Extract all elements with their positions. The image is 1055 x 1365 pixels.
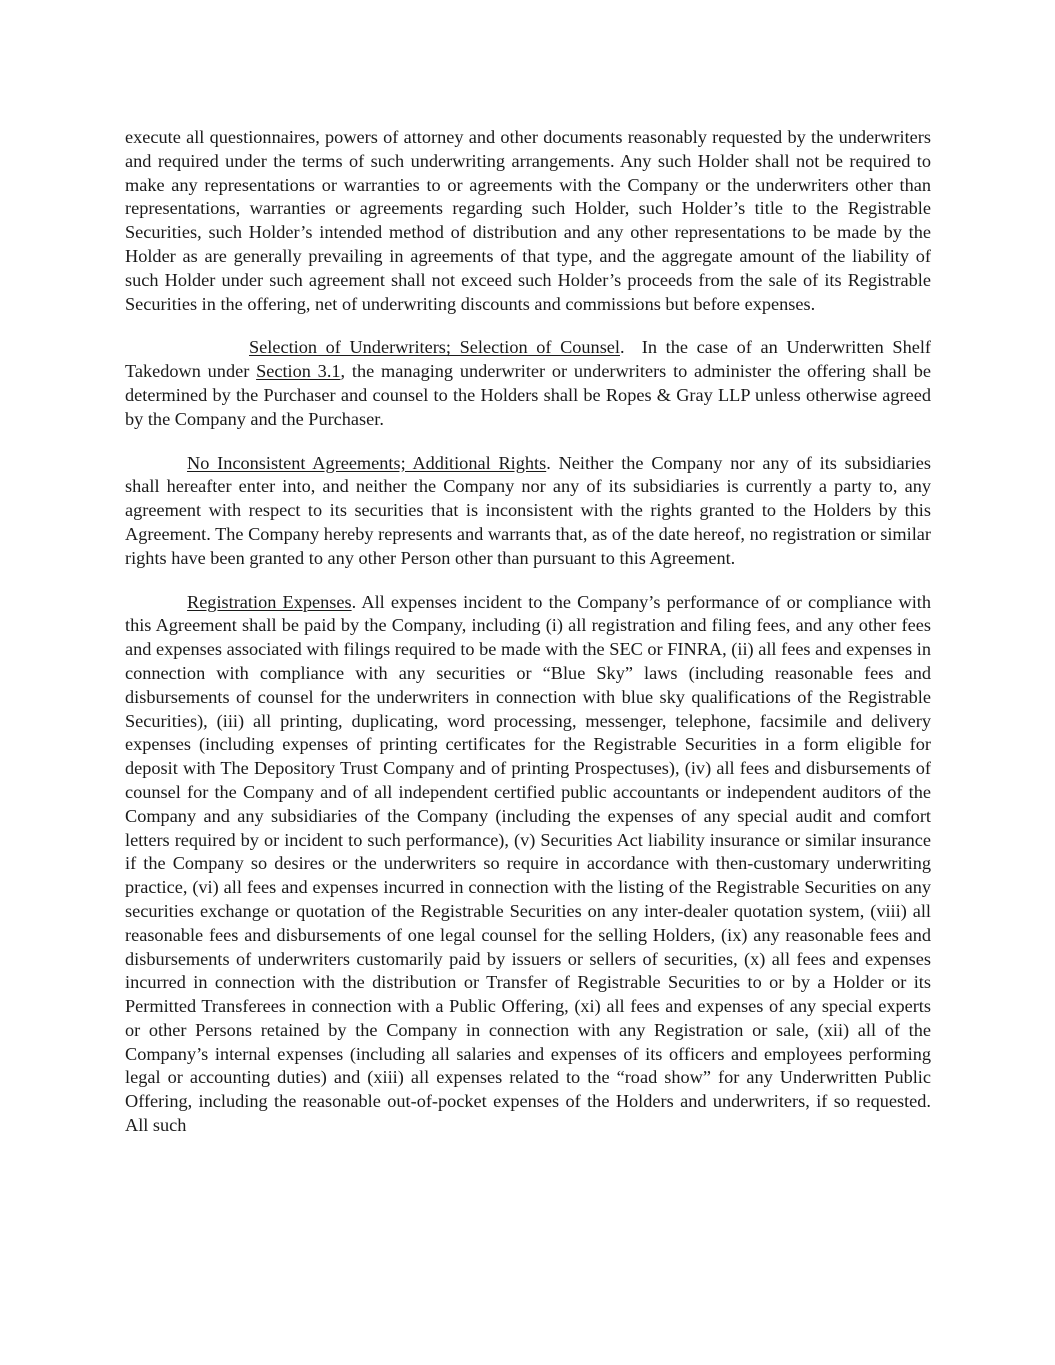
paragraph-continuation: execute all questionnaires, powers of attorney and other documents reasonably requested by the underwriters and required under the terms of such underwriting arrangements. Any such Holder shall not be required to make any representations or warranties to or agreements with the Company or the underwriters other than representations, warranties or agreements regarding such Holder, such Holder’s title to the Registrable Securities, such Holder’s intended method of distribution and any other representations to be made by the Holder as are generally prevailing in agreements of that type, and the aggregate amount of the liability of such Holder under such agreement shall not exceed such Holder’s proceeds from the sale of its Registrable Securities in the offering, net of underwriting discounts and commissions but before expenses. [125,127,931,314]
section-heading-selection: Selection of Underwriters; Selection of Counsel [249,337,620,358]
paragraph-no-inconsistent-agreements [125,452,931,571]
section-heading-no-inconsistent: No Inconsistent Agreements; Additional Rights [187,452,547,473]
heading-punctuation: . [546,452,559,473]
paragraph-text: , the managing underwriter or underwriters to administer the offering shall be determined by the Purchaser and counsel to the Holders shall be Ropes & Gray LLP unless otherwise agreed by the Company and the Purchaser. [125,361,931,429]
heading-punctuation: . [351,591,362,612]
section-heading-registration-expenses: Registration Expenses [187,591,352,612]
paragraph-registration-expenses [125,591,931,1138]
heading-punctuation: . [620,337,642,358]
paragraph-selection-of-underwriters [125,336,931,431]
paragraph-text: Neither the Company nor any of its subsidiaries shall hereafter enter into, and neither the Company nor any of its subsidiaries is currently a party to, any agreement with respect to its securities that is inconsistent with the rights granted to the Holders by this Agreement. The Company hereby represents and warrants that, as of the date hereof, no registration or similar rights have been granted to any other Person other than pursuant to this Agreement. [125,452,931,568]
section-reference-link[interactable]: Section 3.1 [256,361,341,382]
paragraph-text: In the case of an Underwritten Shelf Takedown under [125,337,931,382]
paragraph-text: All expenses incident to the Company’s performance of or compliance with this Agreement shall be paid by the Company, including (i) all registration and filing fees, and any other fees and expenses associated with filings required to be made with the SEC or FINRA, (ii) all fees and expenses in connection with compliance with any securities or “Blue Sky” laws (including reasonable fees and disbursements of counsel for the underwriters in connection with blue sky qualifications of the Registrable Securities), (iii) all printing, duplicating, word processing, messenger, telephone, facsimile and delivery expenses (including expenses of printing certificates for the Registrable Securities in a form eligible for deposit with The Depository Trust Company and of printing Prospectuses), (iv) all fees and disbursements of counsel for the Company and of all independent certified public accountants or independent auditors of the Company and any subsidiaries of the Company (including the expenses of any special audit and comfort letters required by or incident to such performance), (v) Securities Act liability insurance or similar insurance if the Company so desires or the underwriters so require in accordance with then-customary underwriting practice, (vi) all fees and expenses incurred in connection with the listing of the Registrable Securities on any securities exchange or quotation of the Registrable Securities on any inter-dealer quotation system, (viii) all reasonable fees and disbursements of one legal counsel for the selling Holders, (ix) any reasonable fees and disbursements of underwriters customarily paid by issuers or sellers of securities, (x) all fees and expenses incurred in connection with the distribution or Transfer of Registrable Securities to or by a Holder or its Permitted Transferees in connection with a Public Offering, (xi) all fees and expenses of any special experts or other Persons retained by the Company in connection with any Registration or sale, (xii) all of the Company’s internal expenses (including all salaries and expenses of its officers and employees performing legal or accounting duties) and (xiii) all expenses related to the “road show” for any Underwritten Public Offering, including the reasonable out-of-pocket expenses of the Holders and underwriters, if so requested. All such [125,591,931,1136]
document-page [125,126,931,1158]
